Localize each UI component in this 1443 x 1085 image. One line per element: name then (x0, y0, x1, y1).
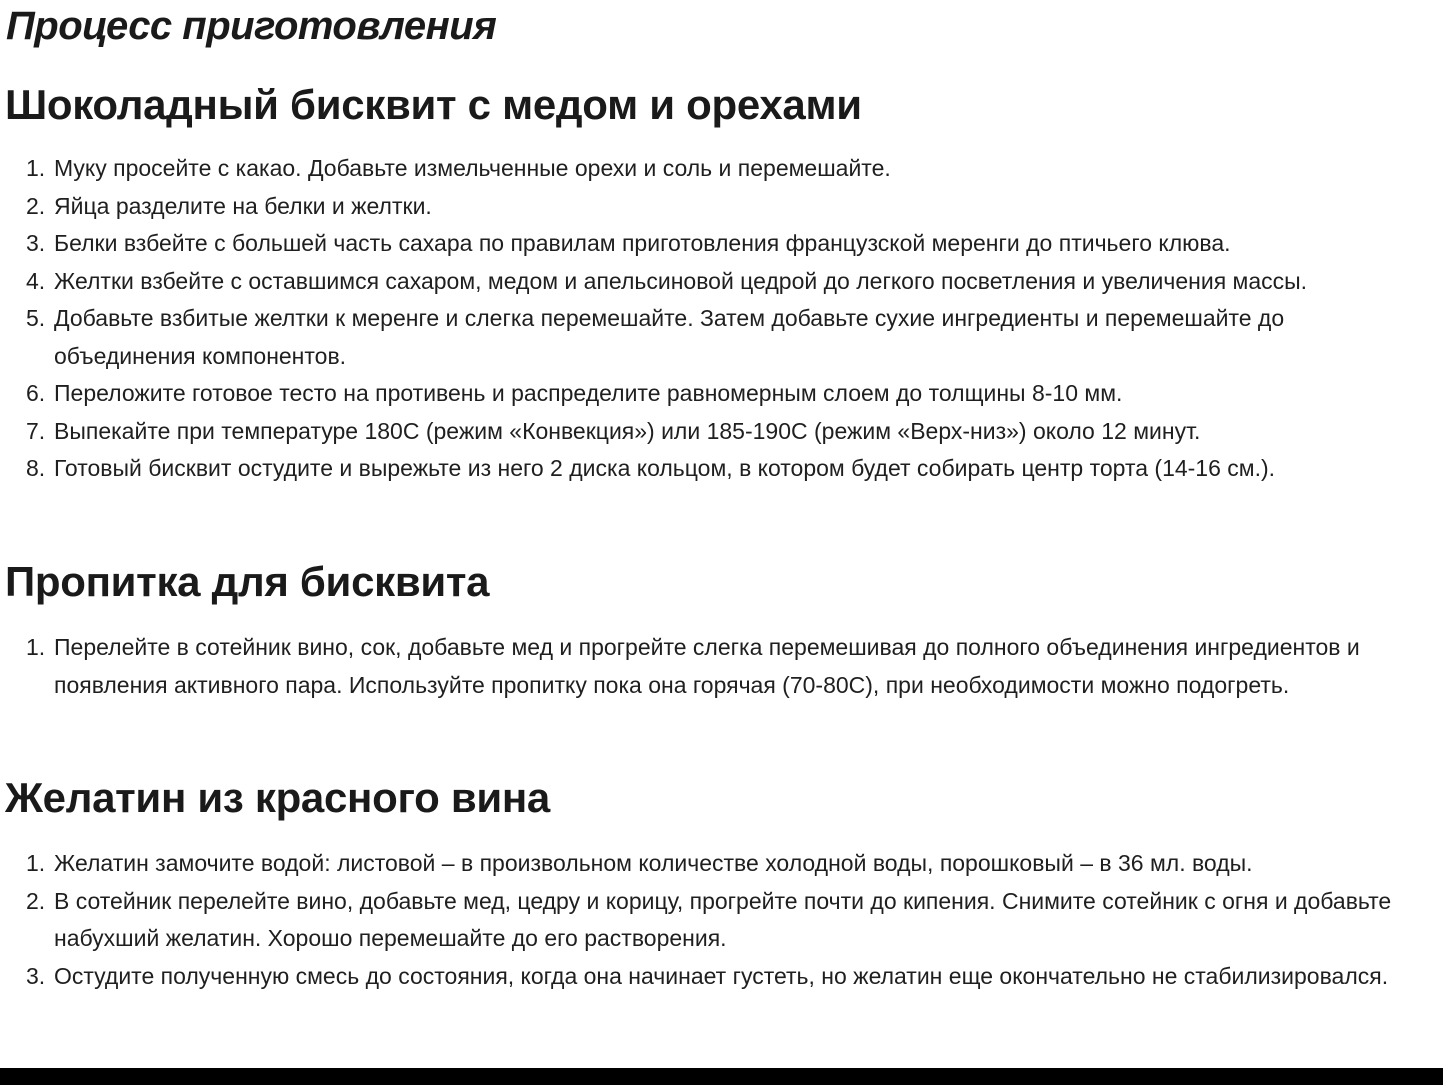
list-item (0, 375, 1443, 413)
list-item (0, 629, 1443, 704)
step-number: 1. (26, 634, 46, 660)
steps-list (0, 150, 1443, 488)
step-number: 5. (26, 305, 46, 331)
section-heading: Пропитка для бисквита (5, 558, 490, 605)
step-number: 2. (26, 192, 46, 219)
section-heading: Желатин из красного вина (5, 774, 550, 821)
step-number: 4. (26, 267, 46, 294)
section-soak (0, 557, 1443, 704)
list-item (0, 263, 1443, 301)
list-item (0, 958, 1443, 996)
step-text: Белки взбейте с большей часть сахара по правилам приготовления французской меренги до птичьего клюва. (54, 230, 1231, 256)
step-number: 3. (26, 962, 46, 989)
list-item (0, 845, 1443, 883)
step-number: 2. (26, 887, 46, 914)
step-number: 1. (26, 155, 46, 181)
step-number: 8. (26, 455, 46, 481)
list-item (0, 300, 1443, 375)
steps-list (0, 629, 1443, 704)
list-item (0, 225, 1443, 263)
page-title: Процесс приготовления (6, 4, 497, 48)
step-number: 1. (26, 850, 46, 876)
step-text: Желтки взбейте с оставшимся сахаром, медом и апельсиновой цедрой до легкого посветления и увеличения массы. (54, 267, 1308, 294)
list-item (0, 883, 1443, 958)
step-text: Желатин замочите водой: листовой – в произвольном количестве холодной воды, порошковый – в 36 мл. воды. (54, 850, 1253, 876)
step-text: Остудите полученную смесь до состояния, когда она начинает густеть, но желатин еще окончательно не стабилизировался. (54, 962, 1389, 989)
step-text: Перелейте в сотейник вино, сок, добавьте мед и прогрейте слегка перемешивая до полного объединения ингредиентов и появления активного пара. Используйте пропитку пока она горячая (70-80С), при необходимости можно подогреть. (54, 634, 1360, 698)
section-heading: Шоколадный бисквит с медом и орехами (5, 81, 862, 128)
section-wine-gelatin (0, 773, 1443, 995)
list-item (0, 413, 1443, 451)
step-text: Готовый бисквит остудите и вырежьте из него 2 диска кольцом, в котором будет собирать центр торта (14-16 см.). (54, 455, 1276, 481)
step-number: 6. (26, 380, 46, 406)
step-text: Муку просейте с какао. Добавьте измельченные орехи и соль и перемешайте. (54, 155, 891, 181)
step-text: Переложите готовое тесто на противень и распределите равномерным слоем до толщины 8-10 мм. (54, 380, 1123, 406)
step-number: 7. (26, 417, 46, 444)
step-text: Яйца разделите на белки и желтки. (54, 192, 432, 219)
step-number: 3. (26, 230, 46, 256)
section-sponge (0, 80, 1443, 488)
bottom-bar (0, 1068, 1443, 1085)
step-text: Добавьте взбитые желтки к меренге и слегка перемешайте. Затем добавьте сухие ингредиенты и перемешайте до объединения компонентов. (54, 305, 1285, 369)
step-text: В сотейник перелейте вино, добавьте мед, цедру и корицу, прогрейте почти до кипения. Снимите сотейник с огня и добавьте набухший желатин. Хорошо перемешайте до его растворения. (54, 887, 1392, 951)
list-item (0, 188, 1443, 226)
list-item (0, 450, 1443, 488)
step-text: Выпекайте при температуре 180С (режим «Конвекция») или 185-190С (режим «Верх-низ») около 12 минут. (54, 417, 1201, 444)
list-item (0, 150, 1443, 188)
steps-list (0, 845, 1443, 995)
